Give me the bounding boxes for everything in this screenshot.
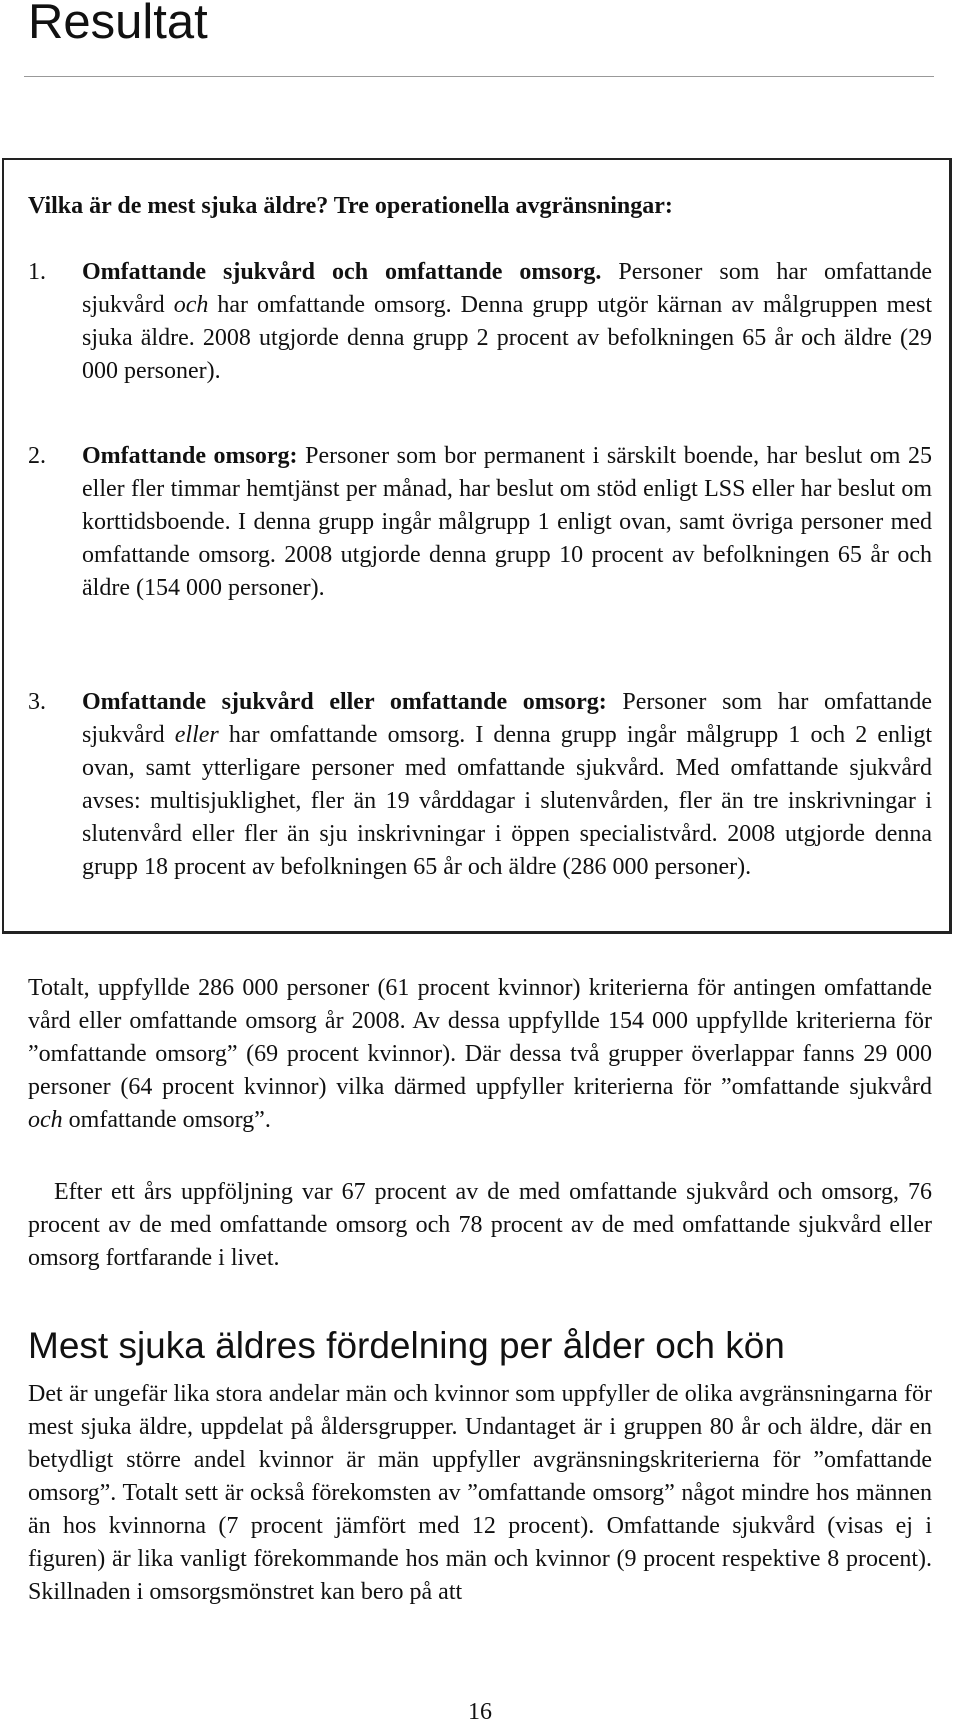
item-body — [82, 256, 932, 388]
item-text-a: Personer som bor permanent i särskilt boende, har beslut om 25 eller fler timmar hemtjänst per månad, har beslut om stöd enligt LSS eller har beslut om korttidsboende. I denna grupp ingår målgrupp 1 enligt ovan, samt övriga personer med omfattande omsorg. 2008 utgjorde denna grupp 10 procent av befolkningen 65 år och äldre (154 000 personer). — [82, 443, 932, 601]
item-title: Omfattande omsorg: — [82, 443, 298, 469]
box-question: Vilka är de mest sjuka äldre? Tre operationella avgränsningar: — [28, 193, 673, 219]
paragraph-text-b: omfattande omsorg”. — [62, 1107, 271, 1133]
distribution-paragraph: Det är ungefär lika stora andelar män och kvinnor som uppfyller de olika avgränsningarna för mest sjuka äldre, uppdelat på åldersgrupper. Undantaget är i gruppen 80 år och äldre, där en betydligt större andel kvinnor är män uppfyller avgränsningskriterierna för ”omfattande omsorg”. Totalt sett är också förekomsten av ”omfattande omsorg” något mindre hos männen än hos kvinnorna (7 procent jämfört med 12 procent). Omfattande sjukvård (visas ej i figuren) är lika vanligt förekommande hos män och kvinnor (9 procent respektive 8 procent). Skillnaden i omsorgsmönstret kan bero på att — [28, 1381, 932, 1605]
page-heading: Resultat — [28, 0, 208, 49]
section-heading: Mest sjuka äldres fördelning per ålder och kön — [28, 1325, 785, 1366]
item-title: Omfattande sjukvård eller omfattande omsorg: — [82, 689, 607, 715]
item-emph: eller — [174, 722, 219, 748]
heading-rule — [24, 76, 934, 77]
item-number: 3. — [28, 689, 46, 715]
item-text-a: Personer som har omfattande sjukvård — [82, 689, 932, 748]
paragraph-emph: och — [28, 1107, 63, 1133]
item-text-b: har omfattande omsorg. I denna grupp ingår målgrupp 1 och 2 enligt ovan, samt ytterligare personer med omfattande sjukvård. Med omfattande sjukvård avses: multisjuklighet, fler än 19 vårddagar i slutenvården, fler än tre inskrivningar i slutenvård eller fler än sju inskrivningar i öppen specialistvård. 2008 utgjorde denna grupp 18 procent av befolkningen 65 år och äldre (286 000 personer). — [82, 722, 933, 880]
item-text-a: Personer som har omfattande sjukvård — [82, 259, 932, 318]
item-text-b: har omfattande omsorg. Denna grupp utgör kärnan av målgruppen mest sjuka äldre. 2008 utgjorde denna grupp 2 procent av befolkningen 65 år och äldre (29 000 personer). — [82, 292, 932, 384]
summary-paragraph — [28, 972, 932, 1137]
item-number: 2. — [28, 443, 46, 469]
page-number: 16 — [468, 1699, 492, 1725]
item-title: Omfattande sjukvård och omfattande omsorg. — [82, 259, 602, 285]
paragraph-text-a: Totalt, uppfyllde 286 000 personer (61 procent kvinnor) kriterierna för antingen omfattande vård eller omfattande omsorg år 2008. Av dessa uppfyllde 154 000 uppfyllde kriterierna för ”omfattande omsorg” (69 procent kvinnor). Där dessa två grupper överlappar fanns 29 000 personer (64 procent kvinnor) vilka därmed uppfyller kriterierna för ”omfattande sjukvård — [28, 975, 932, 1100]
item-emph: och — [173, 292, 209, 318]
followup-paragraph: Efter ett års uppföljning var 67 procent av de med omfattande sjukvård och omsorg, 76 procent av de med omfattande omsorg och 78 procent av de med omfattande sjukvård eller omsorg fortfarande i livet. — [28, 1179, 932, 1271]
item-number: 1. — [28, 259, 46, 285]
item-body — [82, 440, 932, 605]
item-body — [82, 686, 932, 884]
